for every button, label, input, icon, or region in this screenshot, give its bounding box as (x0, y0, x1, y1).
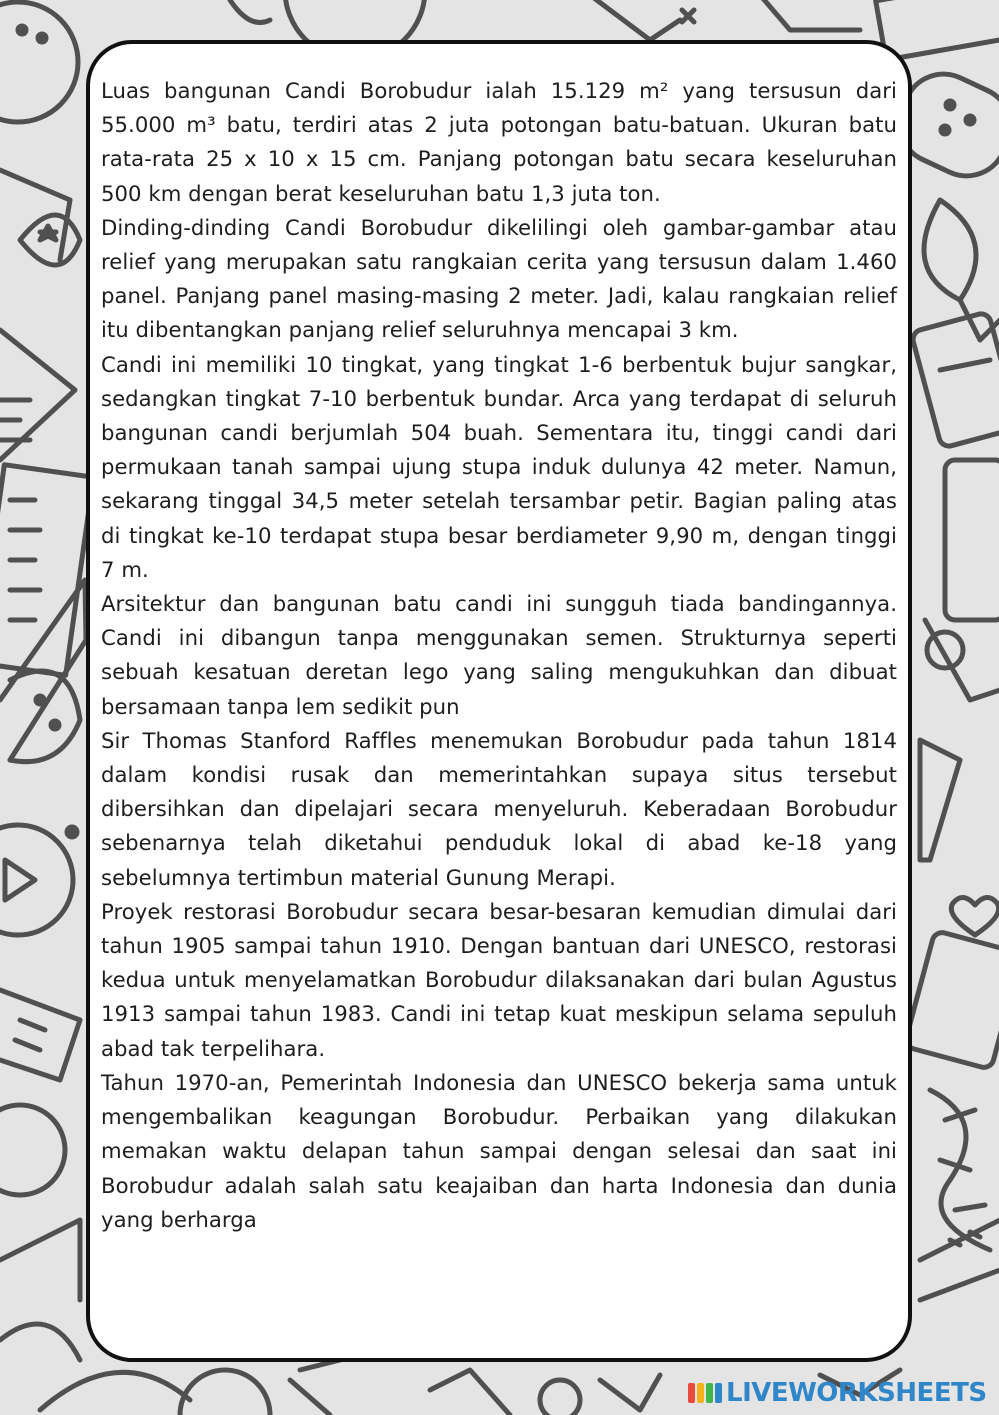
eraser-doodle-icon (0, 990, 80, 1080)
paragraph-restoration: Proyek restorasi Borobudur secara besar-besaran kemudian dimulai dari tahun 1905 sampai tahun 1910. Dengan bantuan dari UNESCO, restorasi kedua untuk menyelamatkan Borobudur dilaksanakan dari bulan Agustus 1913 sampai tahun 1983. Candi ini tetap kuat meskipun selama sepuluh abad tak terpelihara. (101, 898, 897, 1061)
leaf-doodle-icon (20, 215, 80, 265)
liveworksheets-logo-icon (688, 1383, 722, 1403)
ruler-left-doodle-icon (0, 465, 93, 676)
paragraph-relief: Dinding-dinding Candi Borobudur dikelilingi oleh gambar-gambar atau relief yang merupakan satu rangkaian cerita yang tersusun dalam 1.460 panel. Panjang panel masing-masing 2 meter. Jadi, kalau rangkaian relief itu dibentangkan panjang relief seluruhnya mencapai 3 km. (101, 214, 897, 343)
logo-bar-red (688, 1383, 695, 1403)
circle-bottom-doodle-icon (0, 1105, 65, 1195)
paragraph-discovery: Sir Thomas Stanford Raffles menemukan Borobudur pada tahun 1814 dalam kondisi rusak dan memerintahkan supaya situs tersebut dibersihkan dan dipelajari secara menyeluruh. Keberadaan Borobudur sebenarnya telah diketahui penduduk lokal di abad ke-18 yang sebelumnya tertimbun material Gunung Merapi. (101, 727, 897, 890)
clock-bottom-doodle-icon (180, 1370, 270, 1415)
pencil-doodle-icon (590, 0, 680, 40)
brand-name: LIVEWORKSHEETS (726, 1378, 987, 1408)
card-doodle-icon (904, 930, 999, 1069)
logo-bar-green (706, 1383, 713, 1403)
candy-doodle-icon (924, 200, 976, 300)
pen-doodle-icon (920, 740, 960, 860)
liveworksheets-brand[interactable] (688, 1376, 987, 1410)
paragraph-area: Luas bangunan Candi Borobudur ialah 15.129 m² yang tersusun dari 55.000 m³ batu, terdiri atas 2 juta potongan batu-batuan. Ukuran batu rata-rata 25 x 10 x 15 cm. Panjang potongan batu secara keseluruhan 500 km dengan berat keseluruhan batu 1,3 juta ton. (101, 78, 897, 206)
paragraph-levels: Candi ini memiliki 10 tingkat, yang tingkat 1-6 berbentuk bujur sangkar, sedangkan tingkat 7-10 berbentuk bundar. Arca yang terdapat di seluruh bangunan candi berjumlah 504 buah. Sementara itu, tinggi candi dari permukaan tanah sampai ujung stupa induk dulunya 42 meter. Namun, sekarang tinggal 34,5 meter setelah tersambar petir. Bagian paling atas di tingkat ke-10 terdapat stupa besar berdiameter 9,90 m, dengan tinggi 7 m. (101, 351, 897, 582)
logo-bar-yellow (697, 1383, 704, 1403)
wave-doodle-icon (40, 1372, 190, 1410)
text-card (86, 40, 912, 1362)
logo-bar-blue (715, 1383, 722, 1403)
heart-doodle-icon (951, 897, 998, 935)
paragraph-unesco: Tahun 1970-an, Pemerintah Indonesia dan UNESCO bekerja sama untuk mengembalikan keagungan Borobudur. Perbaikan yang dilakukan memakan waktu delapan tahun sampai dengan selesai dan saat ini Borobudur adalah salah satu keajaiban dan harta Indonesia dan dunia yang berharga (101, 1069, 897, 1232)
tube-doodle-icon (945, 460, 999, 620)
circle-doodle-icon (0, 2, 78, 122)
paragraph-architecture: Arsitektur dan bangunan batu candi ini sungguh tiada bandingannya. Candi ini dibangun tanpa menggunakan semen. Strukturnya seperti sebuah kesatuan deretan lego yang saling mengukuhkan dan dibuat bersamaan tanpa lem sedikit pun (101, 591, 897, 719)
